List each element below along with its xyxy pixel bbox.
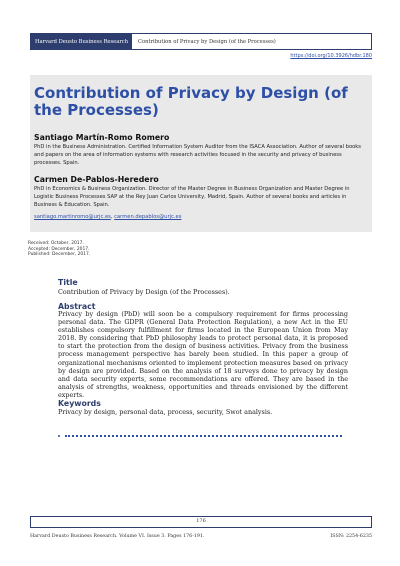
published-date: Published: December, 2017. (28, 252, 91, 258)
footer-issn: ISSN: 2254-6235 (330, 534, 372, 539)
separator-dots (65, 435, 342, 437)
author-name-1: Santiago Martín-Romo Romero (34, 133, 170, 142)
footer-citation: Harvard Deusto Business Research. Volume VI. Issue 3. Pages 176-191. (30, 534, 205, 539)
paper-title: Contribution of Privacy by Design (of the Processes) (34, 84, 348, 119)
author-bio-2: PhD in Economics & Business Organization. Director of the Master Degree in Business Organization and Master Degree in Logistic Business Processes SAP at the Rey Juan Carlos University, Madrid, Spain. Author of several books and articles in Business & Education. Spain. (34, 186, 350, 208)
footer-page-box (30, 516, 372, 528)
keywords-heading: Keywords (58, 399, 101, 408)
publication-dates (28, 241, 90, 258)
email-separator: , (110, 214, 115, 220)
doi-link[interactable]: https://doi.org/10.3926/hdbr.180 (290, 53, 372, 59)
separator-lead-dot (58, 435, 60, 437)
abstract-heading: Abstract (58, 302, 96, 311)
title-body: Contribution of Privacy by Design (of the Processes). (58, 288, 230, 296)
keywords-body: Privacy by design, personal data, process, security, Swot analysis. (58, 408, 273, 416)
received-date: Received: October, 2017. (28, 241, 84, 246)
author-name-2: Carmen De-Pablos-Heredero (34, 175, 159, 184)
title-heading: Title (58, 278, 78, 287)
author-emails (34, 214, 181, 220)
journal-header-band (30, 33, 372, 50)
abstract-body: Privacy by design (PbD) will soon be a compulsory requirement for firms processing personal data. The GDPR (General Data Protection Regulation), a new Act in the EU establishes compulsory fulfillment for firms located in the European Union from May 2018. By considering that PbD philosophy leads to protect personal data, it is proposed to start the protection from the design of business activities. Privacy from the business process management perspective has barely been studied. In this paper a group of organizational mechanisms oriented to implement protection measures based on privacy by design are provided. Based on the analysis of 18 surveys done to privacy by design and data security experts, some recommendations are offered. They are based in the analysis of strengths, weakness, opportunities and threads envisioned by the different experts. (58, 310, 348, 399)
dotted-separator (58, 434, 342, 438)
journal-name: Harvard Deusto Business Research (31, 34, 132, 49)
accepted-date: Accepted: December, 2017. (28, 246, 90, 252)
author-bio-1: PhD in the Business Administration. Certified Information System Auditor from the ISACA Association. Author of several books and papers on the area of information systems with research activities focused in the security and privacy of business processes. Spain. (34, 144, 362, 166)
email-link-1[interactable]: santiago.martinromo@urjc.es (34, 214, 111, 220)
page-number: 176 (196, 518, 206, 524)
running-title: Contribution of Privacy by Design (of the Processes) (138, 38, 276, 45)
email-link-2[interactable]: carmen.depablos@urjc.es (114, 214, 182, 220)
